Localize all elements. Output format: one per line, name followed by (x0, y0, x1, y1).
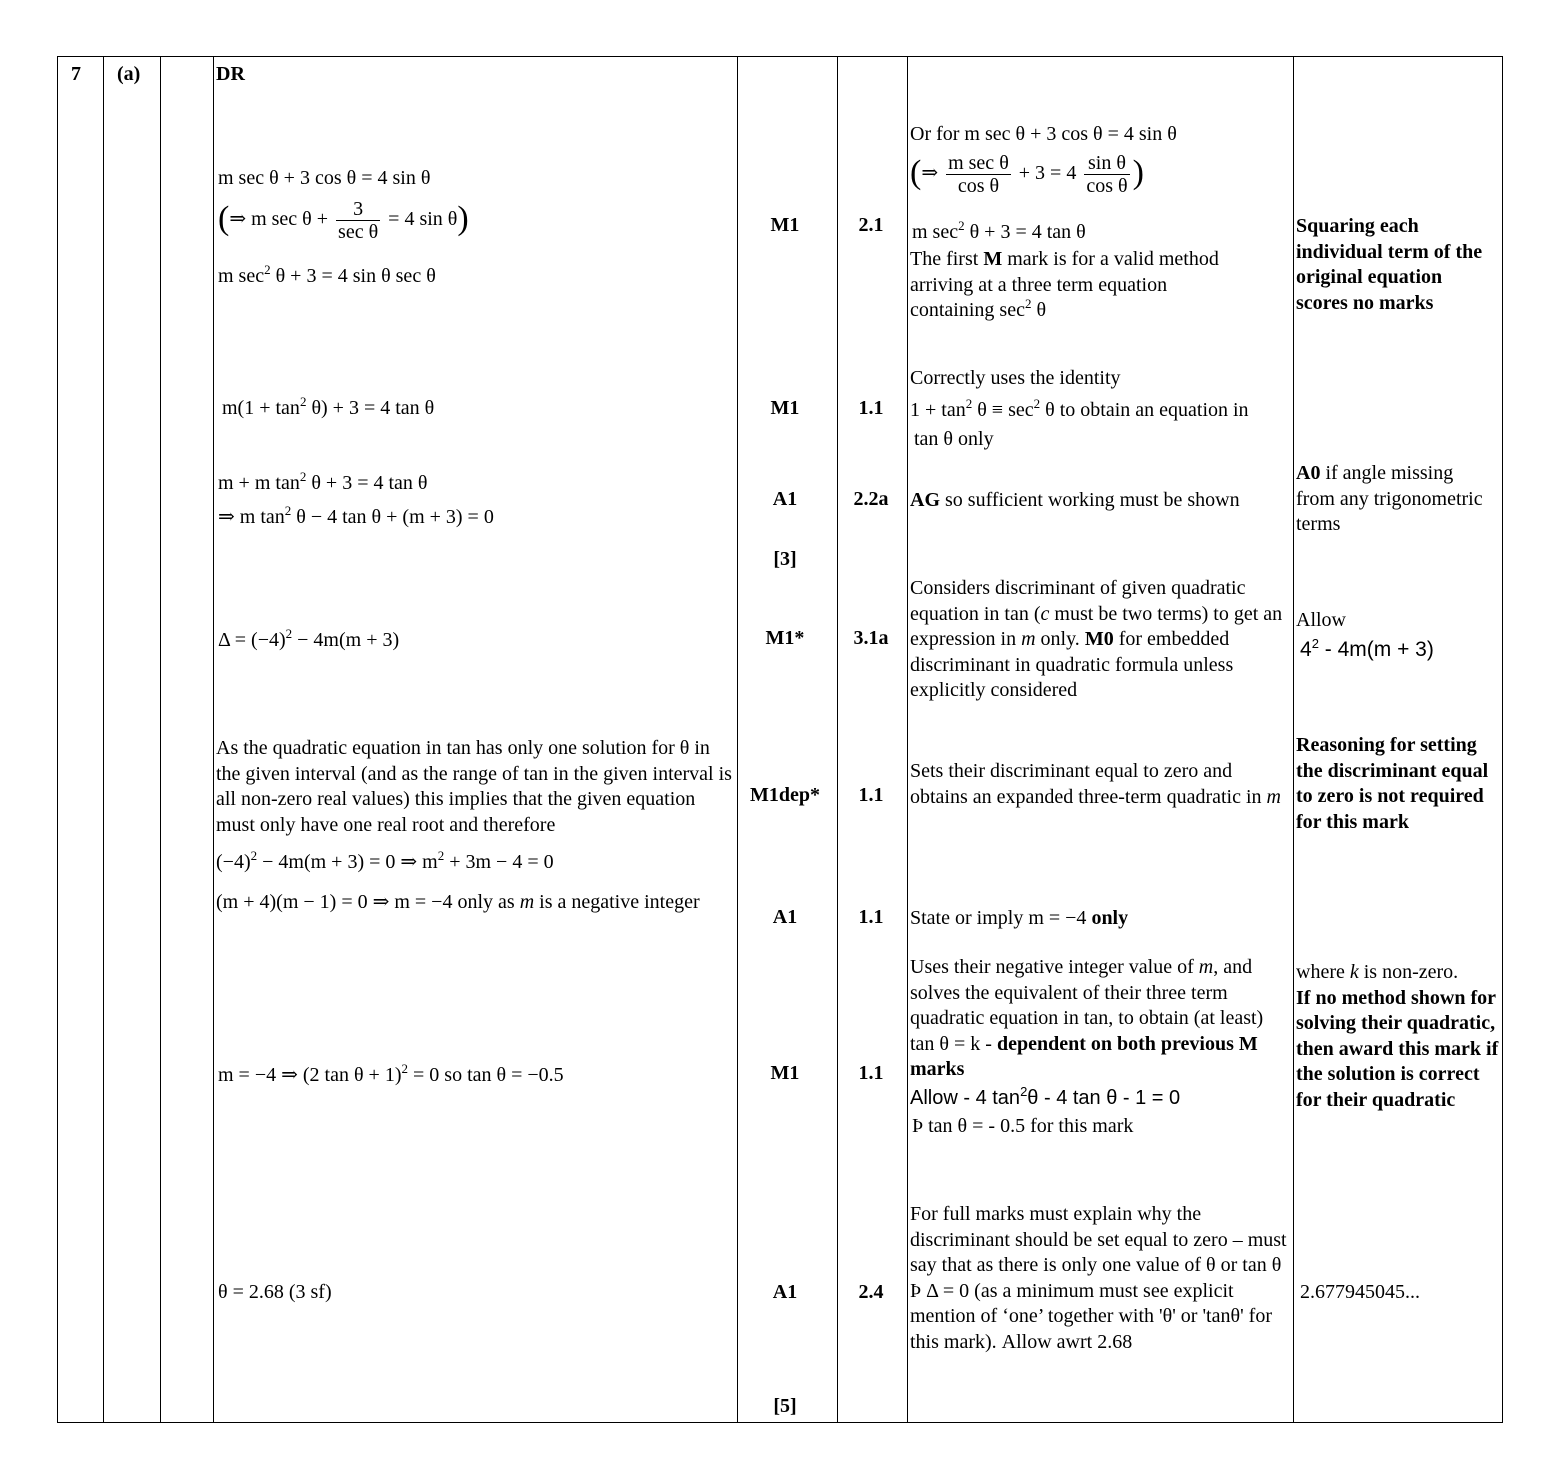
ao-code: 3.1a (853, 627, 889, 649)
mark-code: A1 (772, 1281, 798, 1303)
guidance-line: Þ tan θ = - 0.5 for this mark (912, 1115, 1134, 1137)
guidance-line: $1 + \tan^2 \theta \equiv \sec^2 \theta$ to obtain an equation in (910, 396, 1249, 421)
answer-text: As the quadratic equation in tan has only one solution for θ in the given interval (and as the range of tan in the given interval is all non-zero real values) this implies that the given equation must only have one real root and therefore (216, 737, 732, 836)
guidance-line: (⇒ $\frac{\text{m sec θ}}{\text{cos θ}}$ + 3 = 4 $\frac{\text{sin θ}}{\text{cos θ}}$ ) (910, 152, 1144, 197)
question-number: 7 (71, 63, 81, 85)
answer-line: ⇒ m $\tan^2 \theta - 4$ tan θ + (m + 3) = 0 (218, 503, 494, 528)
answer-line: m = −4 ⇒ (2 tan θ + 1)$^2$ = 0 so tan θ = −0.5 (218, 1061, 564, 1086)
guidance-text: AG so sufficient working must be shown (910, 489, 1240, 511)
additional-notes: Squaring each individual term of the original equation scores no marks (1296, 215, 1483, 314)
guidance-line: Allow - 4 $\tan^2\theta - 4$ tan θ - 1 = 0 (910, 1084, 1181, 1109)
guidance-text: For full marks must explain why the discriminant should be set equal to zero – must say that as there is only one value of θ or tan θ Þ Δ = 0 (as a minimum must see explicit mention of ‘one’ together with 'θ' or 'tanθ' for this mark). Allow awrt 2.68 (910, 1203, 1287, 1353)
answer-line: m sec θ + 3 cos θ = 4 sin θ (218, 167, 431, 189)
guidance-text: Uses their negative integer value of m, and solves the equivalent of their three term quadratic equation in tan, to obtain (at least) tan θ = k - dependent on both previous M marks (910, 956, 1264, 1080)
guidance-line: Correctly uses the identity (910, 367, 1121, 389)
additional-notes: $4^2 - 4m(m + 3)$ (1300, 636, 1434, 661)
additional-notes: Reasoning for setting the discriminant equal to zero is not required for this mark (1296, 734, 1489, 833)
answer-line: θ = 2.68 (3 sf) (218, 1281, 332, 1303)
column-divider (907, 57, 908, 1422)
mark-code: M1 (770, 1062, 800, 1084)
ao-code: 1.1 (858, 906, 884, 928)
guidance-line: Or for m sec θ + 3 cos θ = 4 sin θ (910, 123, 1177, 145)
mark-total: [5] (773, 1395, 797, 1417)
mark-code: M1 (770, 397, 800, 419)
ao-code: 1.1 (858, 1062, 884, 1084)
mark-total: [3] (773, 548, 797, 570)
column-divider (160, 57, 161, 1422)
dr-label: DR (216, 63, 245, 85)
ao-code: 2.2a (853, 488, 889, 510)
answer-line: m + m $\tan^2 \theta + 3 = 4$ tan θ (218, 469, 428, 494)
question-part: (a) (117, 63, 141, 85)
answer-line: (⇒ m sec θ + $\frac{3}{\text{sec θ}}$ = 4 sin θ) (218, 198, 469, 243)
column-divider (737, 57, 738, 1422)
guidance-text: Considers discriminant of given quadratic equation in tan (c must be two terms) to get an expression in m only. M0 for embedded discriminant in quadratic formula unless explicitly considered (910, 577, 1283, 701)
ao-code: 1.1 (858, 397, 884, 419)
column-divider (103, 57, 104, 1422)
guidance-text: The first M mark is for a valid method arriving at a three term equation containing $\sec^2 \theta$ (910, 248, 1219, 321)
mark-code: A1 (772, 906, 798, 928)
guidance-text: State or imply m = −4 only (910, 907, 1129, 929)
column-divider (213, 57, 214, 1422)
answer-line: $\Delta = (-4)^2 - 4m(m + 3)$ (218, 626, 400, 651)
ao-code: 1.1 (858, 784, 884, 806)
answer-line: $m(1 + \tan^2 \theta) + 3 = 4$ tan θ (222, 394, 435, 419)
ao-code: 2.1 (858, 214, 884, 236)
additional-notes: where k is non-zero. If no method shown for solving their quadratic, then award this mark if the solution is correct for their quadratic (1296, 961, 1499, 1111)
additional-notes: Allow (1296, 609, 1346, 631)
guidance-line: tan θ only (914, 428, 994, 450)
mark-code: M1* (765, 627, 805, 649)
answer-line: m $\sec^2 \theta + 3 = 4$ sin θ sec θ (218, 262, 436, 287)
answer-text: (m + 4)(m − 1) = 0 ⇒ m = −4 only as m is a negative integer (216, 891, 700, 913)
additional-notes: 2.677945045... (1300, 1281, 1420, 1303)
answer-line: $(-4)^2 - 4m(m + 3) = 0$ ⇒ $m^2 + 3m - 4 = 0$ (216, 848, 554, 873)
column-divider (837, 57, 838, 1422)
guidance-text: Sets their discriminant equal to zero and obtains an expanded three-term quadratic in m (910, 760, 1281, 808)
additional-notes: A0 if angle missing from any trigonometric terms (1296, 462, 1483, 535)
ao-code: 2.4 (858, 1281, 884, 1303)
mark-code: M1 (770, 214, 800, 236)
column-divider (1293, 57, 1294, 1422)
guidance-line: m $\sec^2 \theta + 3 = 4$ tan θ (912, 218, 1086, 243)
mark-code: A1 (772, 488, 798, 510)
mark-code: M1dep* (750, 784, 820, 806)
